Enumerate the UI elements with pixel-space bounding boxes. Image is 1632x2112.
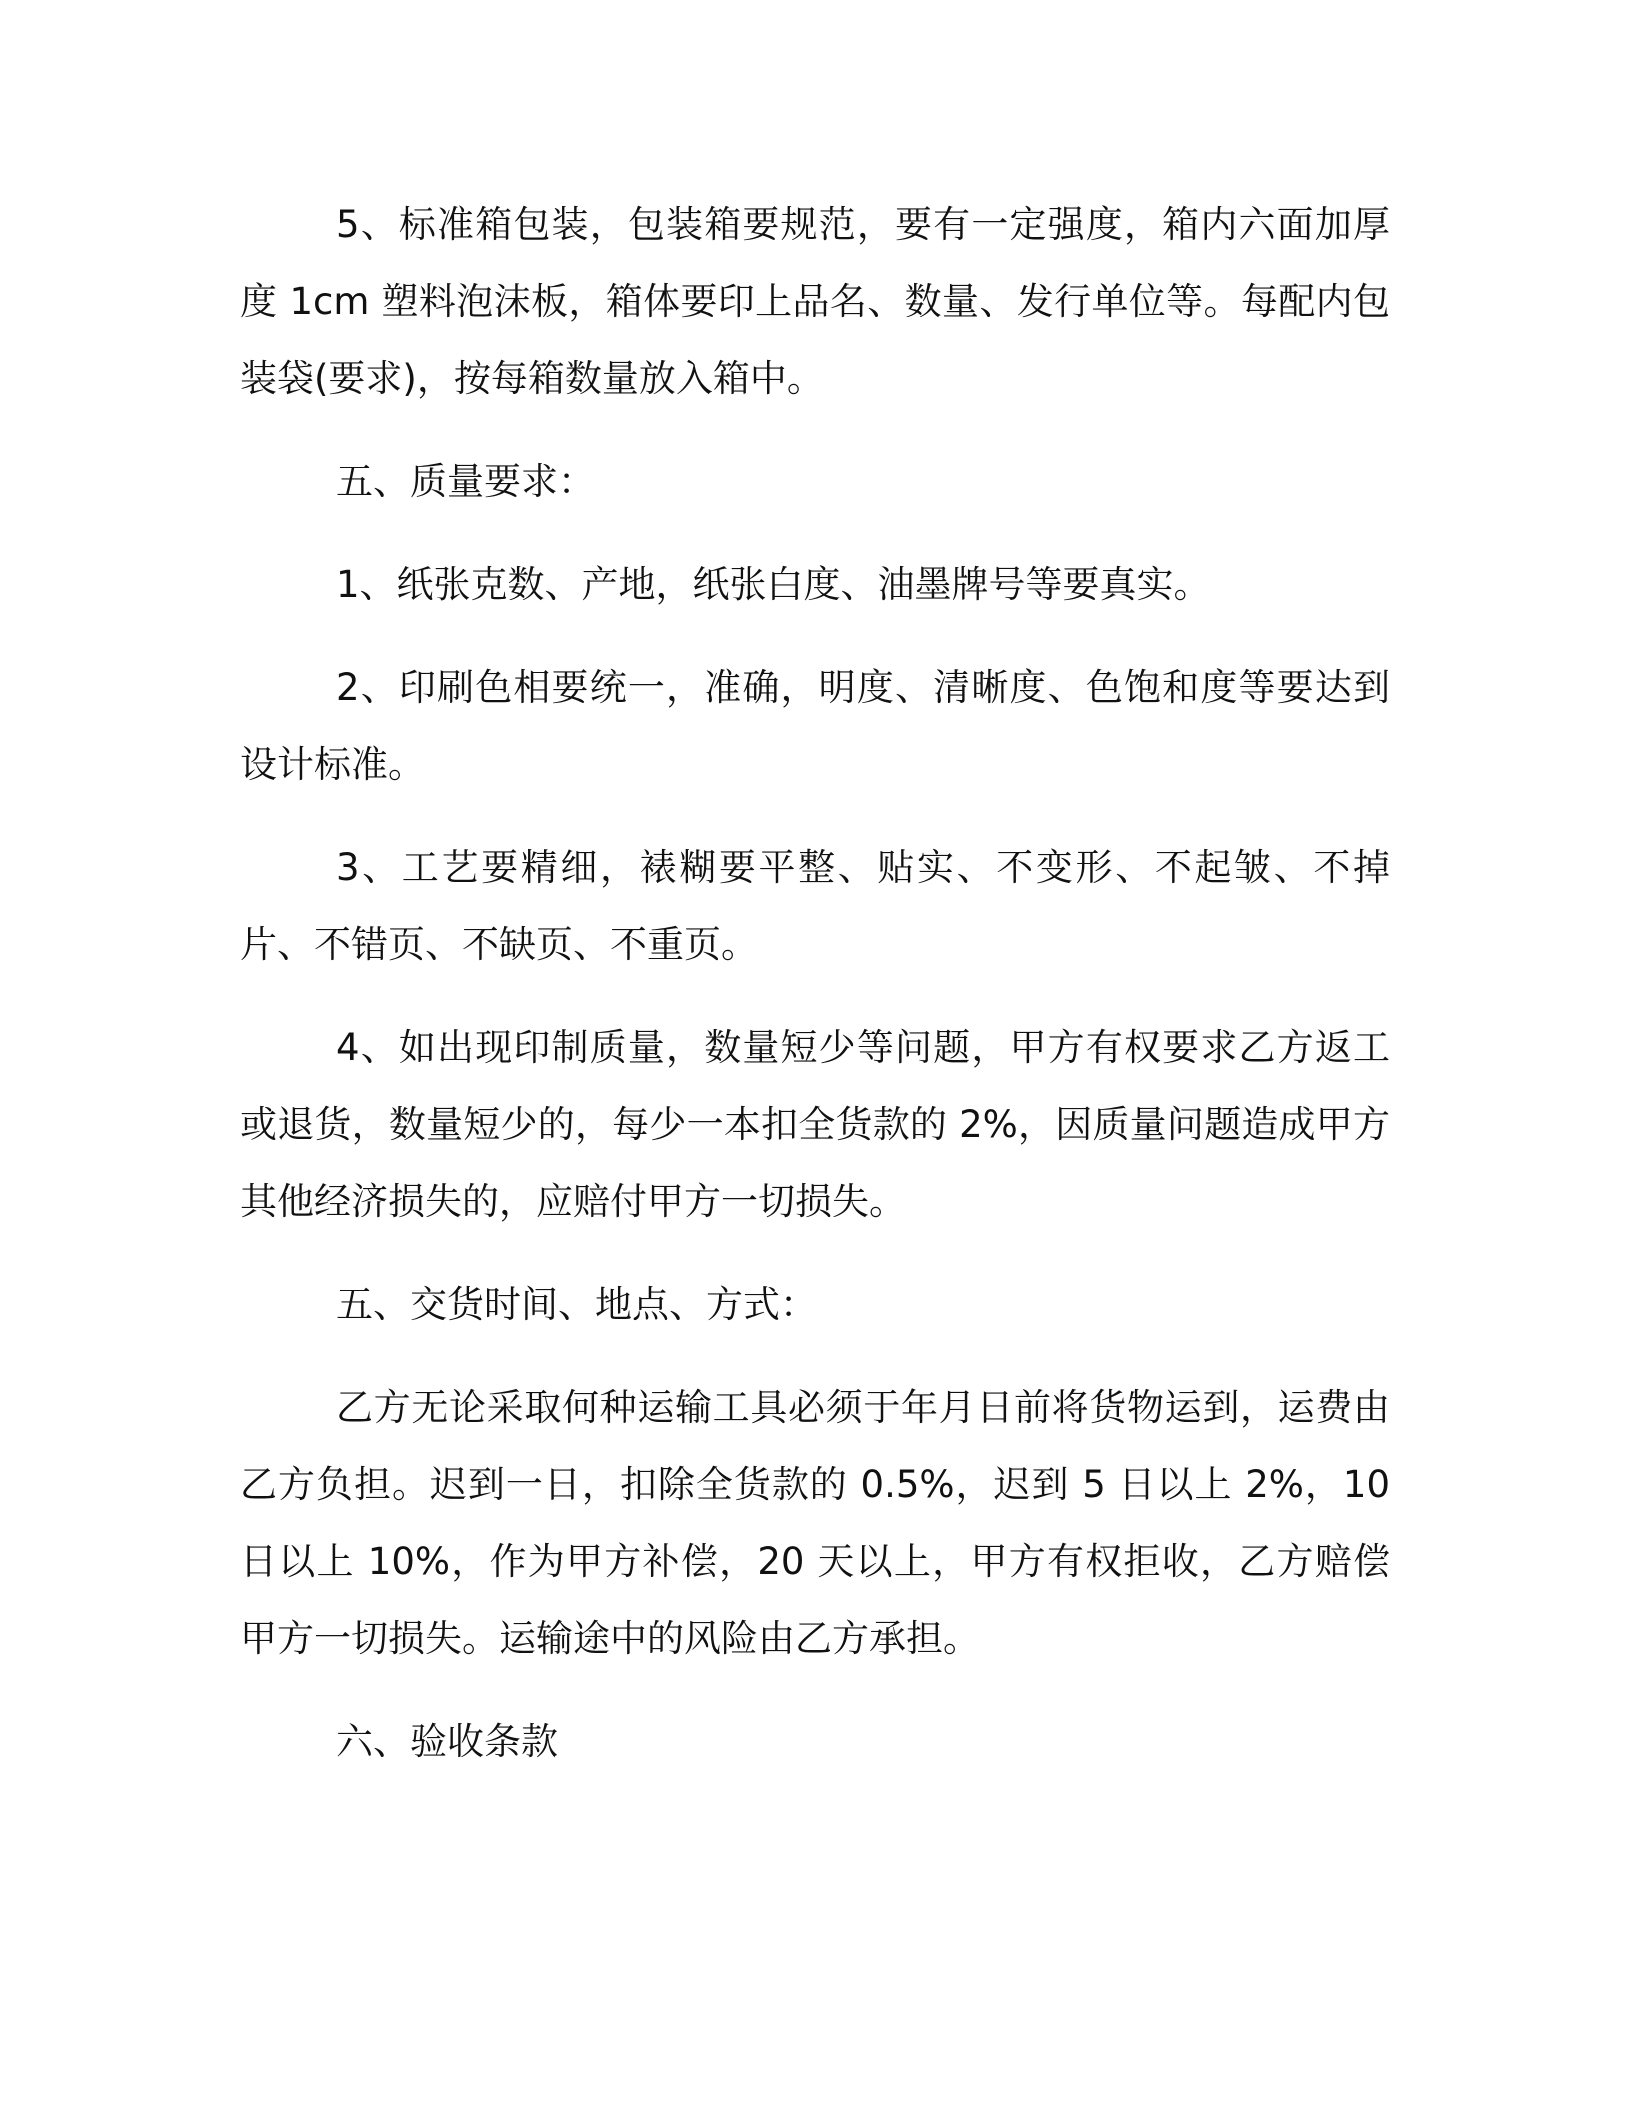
paragraph-gap — [240, 803, 1390, 829]
paragraph-quality-2: 2、印刷色相要统一，准确，明度、清晰度、色饱和度等要达到设计标准。 — [240, 666, 1390, 786]
heading-quality-requirements: 五、质量要求： — [336, 460, 595, 503]
paragraph-gap — [240, 983, 1390, 1009]
paragraph-gap — [240, 417, 1390, 443]
paragraph-quality-3: 3、工艺要精细，裱糊要平整、贴实、不变形、不起皱、不掉片、不错页、不缺页、不重页。 — [240, 846, 1390, 966]
paragraph-quality-4: 4、如出现印制质量，数量短少等问题，甲方有权要求乙方返工或退货，数量短少的，每少一本扣全货款的 2%，因质量问题造成甲方其他经济损失的，应赔付甲方一切损失。 — [240, 1026, 1390, 1223]
paragraph-gap — [240, 520, 1390, 546]
paragraph-gap — [240, 1343, 1390, 1369]
paragraph-gap — [240, 1677, 1390, 1703]
paragraph-packaging: 5、标准箱包装，包装箱要规范，要有一定强度，箱内六面加厚度 1cm 塑料泡沫板，箱体要印上品名、数量、发行单位等。每配内包装袋(要求)，按每箱数量放入箱中。 — [240, 203, 1390, 400]
heading-acceptance: 六、验收条款 — [336, 1720, 558, 1763]
heading-delivery: 五、交货时间、地点、方式： — [336, 1283, 817, 1326]
document-body — [240, 186, 1390, 1780]
paragraph-delivery-terms: 乙方无论采取何种运输工具必须于年月日前将货物运到，运费由乙方负担。迟到一日，扣除全货款的 0.5%，迟到 5 日以上 2%，10 日以上 10%，作为甲方补偿，20 天以上，甲方有权拒收，乙方赔偿甲方一切损失。运输途中的风险由乙方承担。 — [240, 1386, 1390, 1660]
paragraph-quality-1: 1、纸张克数、产地，纸张白度、油墨牌号等要真实。 — [336, 563, 1211, 606]
paragraph-gap — [240, 1240, 1390, 1266]
paragraph-gap — [240, 623, 1390, 649]
